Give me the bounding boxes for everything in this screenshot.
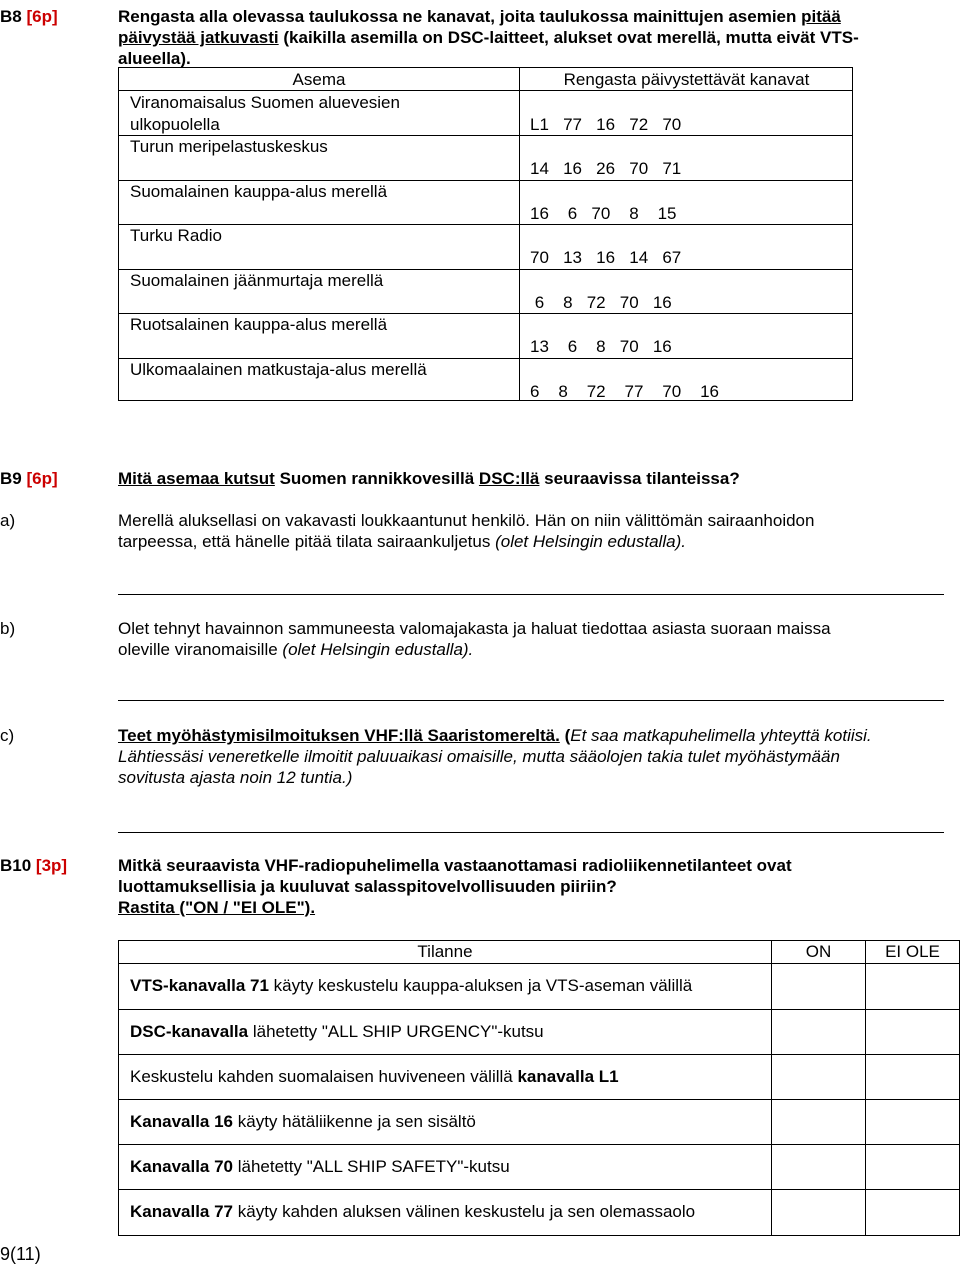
b9b-answer-line[interactable] <box>118 700 944 701</box>
b10-question-label <box>0 855 67 876</box>
b10-number: B10 <box>0 856 32 875</box>
b10-situation-bold: Kanavalla 77 <box>130 1202 234 1221</box>
b9a-line1: Merellä aluksellasi on vakavasti loukkaantunut henkilö. Hän on niin välittömän sairaanhoidon <box>118 511 815 530</box>
b8-station-line2: ulkopuolella <box>130 115 220 134</box>
b9-question-text <box>118 468 740 489</box>
b10-situation-text: lähetetty "ALL SHIP SAFETY"-kutsu <box>233 1157 510 1176</box>
b10-ei-ole-checkbox[interactable] <box>865 1144 960 1190</box>
b10-ei-ole-checkbox[interactable] <box>865 1099 960 1145</box>
b9b-text <box>118 618 948 660</box>
b8-channels[interactable]: 6 8 72 70 16 <box>530 293 672 312</box>
b8-header-channels: Rengasta päivystettävät kanavat <box>563 70 810 89</box>
b10-q-line2: luottamuksellisia ja kuuluvat salasspitovelvollisuuden piiriin? <box>118 877 617 896</box>
b10-header-on-text: ON <box>805 942 832 961</box>
b8-channels[interactable]: 13 6 8 70 16 <box>530 337 672 356</box>
b9a-text <box>118 510 948 552</box>
b10-situation-cell <box>118 1189 772 1236</box>
b9c-task: Teet myöhästymisilmoituksen VHF:llä Saaristomereltä. <box>118 726 560 745</box>
b10-points: [3p] <box>35 856 68 875</box>
b10-ei-ole-checkbox[interactable] <box>865 963 960 1010</box>
table-row <box>118 1144 960 1190</box>
b8-channels[interactable]: L1 77 16 72 70 <box>530 115 682 134</box>
b8-station: Ruotsalainen kauppa-alus merellä <box>130 315 388 334</box>
b9b-line2: oleville viranomaisille <box>118 640 283 659</box>
b8-channels[interactable]: 14 16 26 70 71 <box>530 159 682 178</box>
b10-situation-cell <box>118 1099 772 1145</box>
b8-number: B8 <box>0 7 22 26</box>
b8-station: Suomalainen kauppa-alus merellä <box>130 182 388 201</box>
b9b-line1: Olet tehnyt havainnon sammuneesta valomajakasta ja haluat tiedottaa asiasta suoraan maissa <box>118 619 831 638</box>
b10-question-text <box>118 855 948 918</box>
b10-situation-bold: Kanavalla 70 <box>130 1157 234 1176</box>
b8-q-text2: (kaikilla asemilla on DSC-laitteet, alukset ovat merellä, mutta eivät VTS- <box>278 28 859 47</box>
b9-q-underline1: Mitä asemaa kutsut <box>118 469 275 488</box>
b9a-label: a) <box>0 511 16 530</box>
b8-station: Turun meripelastuskeskus <box>130 137 328 156</box>
b9c-note3: sovitusta ajasta noin 12 tuntia. <box>118 768 347 787</box>
b10-header-situation <box>118 940 772 964</box>
b9b-label: b) <box>0 619 16 638</box>
b8-q-text1: Rengasta alla olevassa taulukossa ne kanavat, joita taulukossa mainittujen asemien <box>118 7 802 26</box>
b8-channels[interactable]: 16 6 70 8 15 <box>530 204 677 223</box>
b9c-note2: Lähtiessäsi veneretkelle ilmoitit paluuaikasi omaisille, mutta sääolojen takia tulet myöhästymään <box>118 747 840 766</box>
b10-situation-text: käyty hätäliikenne ja sen sisältö <box>233 1112 476 1131</box>
b10-q-instruction: Rastita ("ON / "EI OLE"). <box>118 898 316 917</box>
b9-q-mid: Suomen rannikkovesillä <box>274 469 479 488</box>
table-row <box>118 1054 960 1100</box>
b10-on-checkbox[interactable] <box>771 1189 866 1236</box>
b8-station: Viranomaisalus Suomen aluevesien <box>130 93 400 112</box>
b9-number: B9 <box>0 469 22 488</box>
b8-channels[interactable]: 70 13 16 14 67 <box>530 248 682 267</box>
b10-situation-cell <box>118 1144 772 1190</box>
b8-question-label <box>0 6 58 27</box>
b10-ei-ole-checkbox[interactable] <box>865 1054 960 1100</box>
b10-situation-cell <box>118 963 772 1010</box>
b9c-paren-open: ( <box>559 726 571 745</box>
b9-q-end: seuraavissa tilanteissa? <box>539 469 740 488</box>
b10-on-checkbox[interactable] <box>771 1144 866 1190</box>
b8-q-text3: alueella). <box>118 49 191 68</box>
b9c-answer-line[interactable] <box>118 832 944 833</box>
b10-header-on <box>771 940 866 964</box>
b10-situation-text: lähetetty "ALL SHIP URGENCY"-kutsu <box>248 1022 544 1041</box>
page-number: 9(11) <box>0 1244 41 1264</box>
b10-q-line1: Mitkä seuraavista VHF-radiopuhelimella vastaanottamasi radioliikennetilanteet ovat <box>118 856 792 875</box>
b10-situation-bold: VTS-kanavalla 71 <box>130 976 269 995</box>
b8-channels[interactable]: 6 8 72 77 70 16 <box>530 382 720 401</box>
b9a-answer-line[interactable] <box>118 594 944 595</box>
b8-q-underline1: pitää <box>801 7 841 26</box>
b9c-note1: Et saa matkapuhelimella yhteyttä kotiisi. <box>570 726 872 745</box>
b10-situation-bold-end: kanavalla L1 <box>517 1067 619 1086</box>
table-row <box>118 1009 960 1055</box>
b8-points: [6p] <box>26 7 58 26</box>
b10-on-checkbox[interactable] <box>771 1099 866 1145</box>
table-row <box>118 1189 960 1236</box>
b9-points: [6p] <box>26 469 58 488</box>
b10-ei-ole-checkbox[interactable] <box>865 1189 960 1236</box>
b10-situation-bold: Kanavalla 16 <box>130 1112 234 1131</box>
b9b-location: (olet Helsingin edustalla). <box>282 640 474 659</box>
b9c-label: c) <box>0 726 15 745</box>
b10-situation-cell <box>118 1009 772 1055</box>
table-row <box>118 1099 960 1145</box>
b10-on-checkbox[interactable] <box>771 1054 866 1100</box>
b8-channel-table <box>118 67 853 401</box>
table-row <box>118 963 960 1010</box>
b9a-location: (olet Helsingin edustalla). <box>495 532 686 551</box>
b10-ei-ole-checkbox[interactable] <box>865 1009 960 1055</box>
b8-station: Suomalainen jäänmurtaja merellä <box>130 271 384 290</box>
b9-q-underline2: DSC:llä <box>478 469 540 488</box>
b8-header-station: Asema <box>292 70 346 89</box>
b10-header-row <box>118 940 960 964</box>
b10-situation-text: Keskustelu kahden suomalaisen huviveneen välillä <box>130 1067 518 1086</box>
b10-header-ei-ole-text: EI OLE <box>885 942 940 961</box>
b8-q-underline2: päivystää jatkuvasti <box>118 28 279 47</box>
b10-situation-table <box>118 940 960 1239</box>
b10-situation-cell <box>118 1054 772 1100</box>
b8-question-text <box>118 6 948 69</box>
b9c-text <box>118 725 960 788</box>
b10-situation-text: käyty keskustelu kauppa-aluksen ja VTS-aseman välillä <box>268 976 693 995</box>
b10-header-ei-ole <box>865 940 960 964</box>
b9c-paren-close: ) <box>346 768 353 787</box>
b9a-line2: tarpeessa, että hänelle pitää tilata sairaankuljetus <box>118 532 496 551</box>
b10-header-situation-text: Tilanne <box>417 942 473 961</box>
b10-on-checkbox[interactable] <box>771 963 866 1010</box>
b10-situation-bold: DSC-kanavalla <box>130 1022 249 1041</box>
b10-situation-text: käyty kahden aluksen välinen keskustelu ja sen olemassaolo <box>233 1202 696 1221</box>
b8-station: Turku Radio <box>130 226 222 245</box>
b10-on-checkbox[interactable] <box>771 1009 866 1055</box>
b8-station: Ulkomaalainen matkustaja-alus merellä <box>130 360 427 379</box>
b9-question-label <box>0 468 58 489</box>
